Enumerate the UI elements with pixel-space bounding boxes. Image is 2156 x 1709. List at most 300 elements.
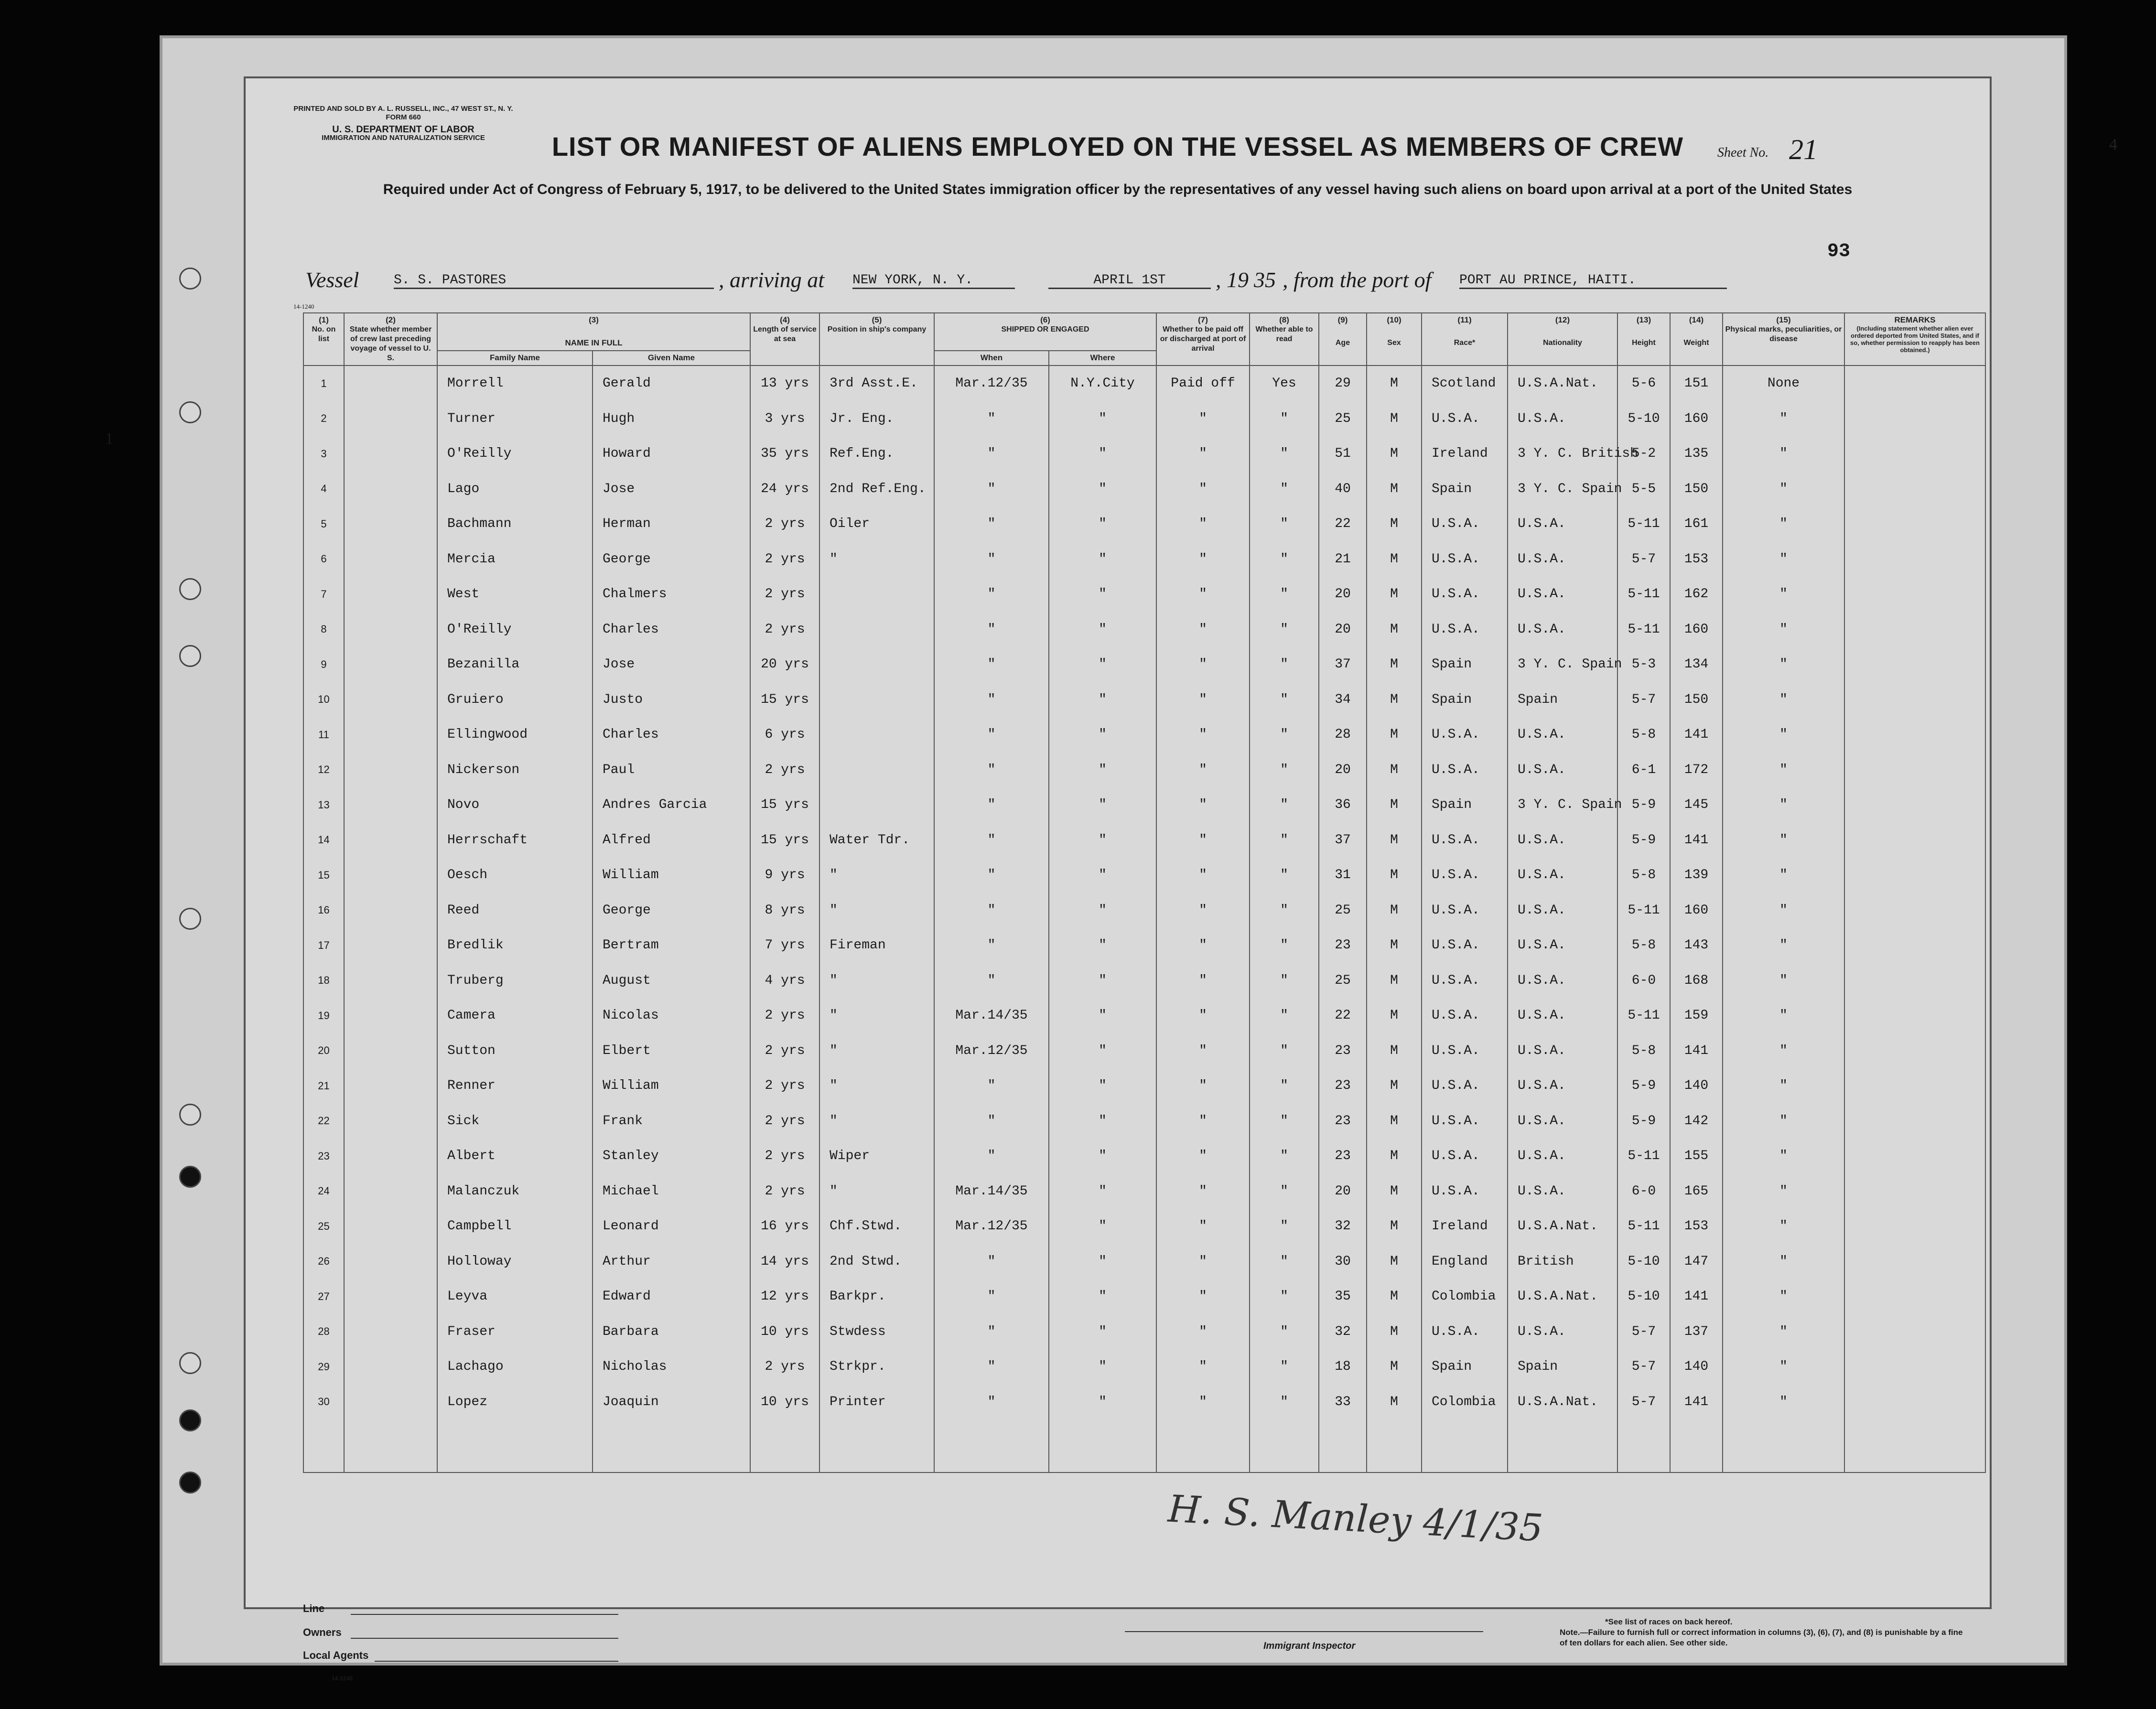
- cell-weight: 165: [1670, 1174, 1723, 1209]
- cell-family: Lachago: [437, 1349, 593, 1385]
- cell-when: ": [934, 401, 1049, 437]
- cell-marks: ": [1723, 1033, 1844, 1069]
- cell-position: [819, 717, 934, 752]
- crew-table: [303, 312, 1986, 1473]
- cell-when: ": [934, 647, 1049, 682]
- cell-nat: U.S.A.: [1508, 612, 1617, 647]
- cell-empty: [593, 1419, 750, 1473]
- cell-when: ": [934, 1279, 1049, 1314]
- cell-race: Spain: [1422, 647, 1508, 682]
- cell-marks: ": [1723, 1068, 1844, 1104]
- cell-given: Bertram: [593, 928, 750, 963]
- cell-age: 32: [1319, 1314, 1367, 1350]
- cell-read: ": [1250, 1174, 1319, 1209]
- cell-read: ": [1250, 542, 1319, 577]
- cell-sex: M: [1367, 1385, 1422, 1420]
- cell-nat: U.S.A.Nat.: [1508, 1279, 1617, 1314]
- cell-age: 36: [1319, 787, 1367, 823]
- cell-where: ": [1049, 1139, 1156, 1174]
- cell-empty: [1844, 1279, 1985, 1314]
- col-sublabel: (Including statement whether alien ever ordered deported from United States, and if so, whether permission to reapply has been obtained.): [1850, 325, 1980, 354]
- cell-race: U.S.A.: [1422, 963, 1508, 999]
- cell-no: 9: [303, 647, 344, 682]
- cell-given: Herman: [593, 506, 750, 542]
- cell-nat: U.S.A.: [1508, 823, 1617, 858]
- table-row: [303, 1314, 1985, 1350]
- cell-race: U.S.A.: [1422, 1104, 1508, 1139]
- cell-sex: M: [1367, 1314, 1422, 1350]
- page-title: LIST OR MANIFEST OF ALIENS EMPLOYED ON THE VESSEL AS MEMBERS OF CREW: [551, 131, 1684, 161]
- cell-no: 26: [303, 1244, 344, 1279]
- cell-paid: ": [1156, 928, 1250, 963]
- cell-empty: [344, 542, 437, 577]
- col-read: [1250, 313, 1319, 365]
- cell-empty: [303, 1419, 344, 1473]
- cell-height: 5-11: [1617, 893, 1670, 928]
- cell-no: 12: [303, 752, 344, 788]
- cell-sex: M: [1367, 365, 1422, 401]
- table-row: [303, 1279, 1985, 1314]
- col-weight: [1670, 313, 1723, 365]
- cell-no: 14: [303, 823, 344, 858]
- cell-no: 6: [303, 542, 344, 577]
- cell-position: ": [819, 963, 934, 999]
- cell-family: Ellingwood: [437, 717, 593, 752]
- cell-race: Spain: [1422, 1349, 1508, 1385]
- cell-given: Michael: [593, 1174, 750, 1209]
- table-row: [303, 1033, 1985, 1069]
- vessel-label: Vessel: [305, 268, 359, 292]
- cell-read: ": [1250, 717, 1319, 752]
- cell-age: 20: [1319, 1174, 1367, 1209]
- crew-rows: [303, 365, 1985, 1473]
- cell-age: 25: [1319, 963, 1367, 999]
- cell-nat: U.S.A.Nat.: [1508, 1209, 1617, 1244]
- col-num: (13): [1636, 315, 1651, 324]
- department-text: U. S. DEPARTMENT OF LABOR: [332, 124, 474, 135]
- cell-weight: 153: [1670, 1209, 1723, 1244]
- cell-empty: [1844, 1139, 1985, 1174]
- cell-empty: [1844, 1385, 1985, 1420]
- cell-position: ": [819, 1104, 934, 1139]
- cell-service: 13 yrs: [750, 365, 819, 401]
- cell-empty: [344, 365, 437, 401]
- cell-empty: [1844, 577, 1985, 612]
- cell-weight: 140: [1670, 1068, 1723, 1104]
- cell-paid: ": [1156, 436, 1250, 472]
- col-race: [1422, 313, 1508, 365]
- cell-position: 2nd Ref.Eng.: [819, 472, 934, 507]
- cell-service: 7 yrs: [750, 928, 819, 963]
- cell-no: 11: [303, 717, 344, 752]
- cell-position: ": [819, 542, 934, 577]
- cell-family: Morrell: [437, 365, 593, 401]
- punch-hole: [179, 645, 201, 667]
- cell-marks: ": [1723, 1385, 1844, 1420]
- cell-no: 28: [303, 1314, 344, 1350]
- cell-age: 34: [1319, 682, 1367, 718]
- cell-marks: ": [1723, 1349, 1844, 1385]
- cell-marks: ": [1723, 577, 1844, 612]
- cell-nat: U.S.A.: [1508, 1068, 1617, 1104]
- cell-weight: 161: [1670, 506, 1723, 542]
- cell-given: Barbara: [593, 1314, 750, 1350]
- cell-paid: ": [1156, 1244, 1250, 1279]
- cell-read: ": [1250, 401, 1319, 437]
- printer-imprint: [279, 105, 528, 122]
- punch-hole: [179, 908, 201, 930]
- cell-race: U.S.A.: [1422, 858, 1508, 893]
- cell-empty: [344, 647, 437, 682]
- cell-service: 8 yrs: [750, 893, 819, 928]
- cell-read: ": [1250, 1068, 1319, 1104]
- cell-where: ": [1049, 858, 1156, 893]
- cell-when: ": [934, 436, 1049, 472]
- cell-age: 37: [1319, 647, 1367, 682]
- cell-race: U.S.A.: [1422, 1314, 1508, 1350]
- cell-no: 29: [303, 1349, 344, 1385]
- cell-read: ": [1250, 1349, 1319, 1385]
- cell-age: 22: [1319, 998, 1367, 1033]
- col-label: Weight: [1683, 339, 1709, 347]
- cell-when: ": [934, 542, 1049, 577]
- cell-service: 2 yrs: [750, 998, 819, 1033]
- cell-sex: M: [1367, 717, 1422, 752]
- cell-paid: ": [1156, 787, 1250, 823]
- cell-given: Charles: [593, 612, 750, 647]
- table-row: [303, 542, 1985, 577]
- cell-race: U.S.A.: [1422, 612, 1508, 647]
- cell-where: ": [1049, 928, 1156, 963]
- cell-empty: [1156, 1419, 1250, 1473]
- cell-height: 6-0: [1617, 963, 1670, 999]
- cell-paid: ": [1156, 1068, 1250, 1104]
- cell-where: ": [1049, 647, 1156, 682]
- table-row: [303, 612, 1985, 647]
- cell-paid: ": [1156, 1033, 1250, 1069]
- cell-no: 24: [303, 1174, 344, 1209]
- cell-when: ": [934, 1314, 1049, 1350]
- cell-paid: ": [1156, 1209, 1250, 1244]
- cell-family: Sick: [437, 1104, 593, 1139]
- cell-age: 23: [1319, 928, 1367, 963]
- cell-position: [819, 647, 934, 682]
- cell-read: ": [1250, 823, 1319, 858]
- inspector-line: [1125, 1631, 1483, 1632]
- inspector-label: Immigrant Inspector: [1263, 1641, 1356, 1651]
- cell-marks: ": [1723, 1279, 1844, 1314]
- cell-age: 30: [1319, 1244, 1367, 1279]
- cell-paid: ": [1156, 1279, 1250, 1314]
- footer-form-code: 14-1240: [332, 1675, 353, 1682]
- col-state: [344, 313, 437, 365]
- cell-empty: [437, 1419, 593, 1473]
- cell-read: ": [1250, 436, 1319, 472]
- from-port: PORT AU PRINCE, HAITI.: [1459, 273, 1727, 289]
- cell-nat: U.S.A.: [1508, 928, 1617, 963]
- cell-family: Truberg: [437, 963, 593, 999]
- cell-height: 6-0: [1617, 1174, 1670, 1209]
- cell-read: ": [1250, 963, 1319, 999]
- cell-position: 2nd Stwd.: [819, 1244, 934, 1279]
- cell-weight: 141: [1670, 1033, 1723, 1069]
- cell-nat: U.S.A.: [1508, 1174, 1617, 1209]
- cell-empty: [344, 401, 437, 437]
- cell-race: U.S.A.: [1422, 823, 1508, 858]
- owners-field: [351, 1638, 618, 1639]
- cell-where: ": [1049, 682, 1156, 718]
- cell-sex: M: [1367, 963, 1422, 999]
- cell-weight: 172: [1670, 752, 1723, 788]
- cell-service: 4 yrs: [750, 963, 819, 999]
- cell-nat: U.S.A.: [1508, 401, 1617, 437]
- cell-service: 14 yrs: [750, 1244, 819, 1279]
- cell-age: 22: [1319, 506, 1367, 542]
- col-num: (1): [319, 315, 329, 324]
- cell-position: 3rd Asst.E.: [819, 365, 934, 401]
- cell-empty: [344, 928, 437, 963]
- cell-empty: [1844, 858, 1985, 893]
- table-row: [303, 401, 1985, 437]
- cell-empty: [344, 1209, 437, 1244]
- cell-paid: ": [1156, 542, 1250, 577]
- cell-no: 21: [303, 1068, 344, 1104]
- cell-weight: 147: [1670, 1244, 1723, 1279]
- cell-height: 5-2: [1617, 436, 1670, 472]
- cell-empty: [1844, 1104, 1985, 1139]
- cell-marks: ": [1723, 1104, 1844, 1139]
- punch-hole: [179, 1409, 201, 1431]
- cell-empty: [344, 1174, 437, 1209]
- cell-family: Leyva: [437, 1279, 593, 1314]
- cell-no: 16: [303, 893, 344, 928]
- cell-family: Turner: [437, 401, 593, 437]
- table-row: [303, 577, 1985, 612]
- cell-empty: [344, 682, 437, 718]
- cell-nat: 3 Y. C. Spain: [1508, 472, 1617, 507]
- cell-height: 5-8: [1617, 928, 1670, 963]
- cell-no: 7: [303, 577, 344, 612]
- line-label: Line: [303, 1602, 325, 1614]
- cell-where: ": [1049, 472, 1156, 507]
- cell-empty: [1844, 1349, 1985, 1385]
- cell-sex: M: [1367, 1349, 1422, 1385]
- cell-position: Fireman: [819, 928, 934, 963]
- cell-position: Jr. Eng.: [819, 401, 934, 437]
- cell-service: 2 yrs: [750, 506, 819, 542]
- cell-no: 25: [303, 1209, 344, 1244]
- cell-no: 4: [303, 472, 344, 507]
- cell-race: U.S.A.: [1422, 998, 1508, 1033]
- cell-marks: ": [1723, 787, 1844, 823]
- cell-height: 5-8: [1617, 1033, 1670, 1069]
- owners-label: Owners: [303, 1626, 342, 1638]
- cell-read: ": [1250, 1033, 1319, 1069]
- arriving-label: , arriving at: [719, 268, 825, 292]
- cell-paid: ": [1156, 1174, 1250, 1209]
- cell-empty: [344, 963, 437, 999]
- cell-service: 10 yrs: [750, 1385, 819, 1420]
- cell-weight: 160: [1670, 893, 1723, 928]
- cell-nat: U.S.A.: [1508, 717, 1617, 752]
- cell-service: 6 yrs: [750, 717, 819, 752]
- cell-nat: U.S.A.: [1508, 1104, 1617, 1139]
- cell-where: ": [1049, 577, 1156, 612]
- cell-read: ": [1250, 928, 1319, 963]
- cell-empty: [1844, 612, 1985, 647]
- cell-empty: [344, 823, 437, 858]
- cell-race: U.S.A.: [1422, 506, 1508, 542]
- cell-marks: None: [1723, 365, 1844, 401]
- cell-service: 9 yrs: [750, 858, 819, 893]
- cell-position: ": [819, 998, 934, 1033]
- year-suffix: 35: [1254, 268, 1276, 292]
- cell-empty: [1844, 682, 1985, 718]
- cell-weight: 141: [1670, 717, 1723, 752]
- cell-nat: U.S.A.: [1508, 1314, 1617, 1350]
- vessel-name: S. S. PASTORES: [394, 273, 714, 289]
- cell-empty: [344, 1349, 437, 1385]
- cell-nat: U.S.A.: [1508, 577, 1617, 612]
- cell-paid: ": [1156, 1385, 1250, 1420]
- cell-where: ": [1049, 1385, 1156, 1420]
- cell-read: ": [1250, 612, 1319, 647]
- col-num: (11): [1457, 315, 1472, 324]
- cell-empty: [1367, 1419, 1422, 1473]
- cell-height: 5-3: [1617, 647, 1670, 682]
- col-remarks: [1844, 313, 1985, 365]
- cell-age: 25: [1319, 401, 1367, 437]
- cell-given: Paul: [593, 752, 750, 788]
- table-row: [303, 928, 1985, 963]
- col-label: No. on list: [312, 325, 336, 343]
- cell-service: 2 yrs: [750, 1349, 819, 1385]
- cell-no: 3: [303, 436, 344, 472]
- form-number: FORM 660: [386, 113, 421, 121]
- cell-service: 2 yrs: [750, 542, 819, 577]
- cell-service: 2 yrs: [750, 752, 819, 788]
- cell-empty: [1844, 1209, 1985, 1244]
- cell-position: ": [819, 858, 934, 893]
- cell-weight: 134: [1670, 647, 1723, 682]
- cell-no: 8: [303, 612, 344, 647]
- cell-empty: [1844, 647, 1985, 682]
- cell-given: Leonard: [593, 1209, 750, 1244]
- cell-paid: ": [1156, 963, 1250, 999]
- cell-family: Fraser: [437, 1314, 593, 1350]
- cell-marks: ": [1723, 1139, 1844, 1174]
- cell-empty: [1844, 506, 1985, 542]
- cell-race: Colombia: [1422, 1279, 1508, 1314]
- cell-position: ": [819, 893, 934, 928]
- punch-hole: [179, 401, 201, 423]
- cell-empty: [344, 717, 437, 752]
- cell-service: 2 yrs: [750, 1174, 819, 1209]
- cell-race: Colombia: [1422, 1385, 1508, 1420]
- cell-family: Holloway: [437, 1244, 593, 1279]
- col-num: (12): [1555, 315, 1570, 324]
- col-label: SHIPPED OR ENGAGED: [1001, 325, 1089, 333]
- cell-marks: ": [1723, 928, 1844, 963]
- page-number: 93: [1827, 241, 1851, 262]
- cell-given: Edward: [593, 1279, 750, 1314]
- cell-where: ": [1049, 823, 1156, 858]
- cell-age: 23: [1319, 1139, 1367, 1174]
- cell-marks: ": [1723, 612, 1844, 647]
- cell-empty: [1617, 1419, 1670, 1473]
- cell-no: 15: [303, 858, 344, 893]
- cell-paid: ": [1156, 752, 1250, 788]
- table-row: [303, 998, 1985, 1033]
- cell-height: 6-1: [1617, 752, 1670, 788]
- cell-empty: [1049, 1419, 1156, 1473]
- cell-height: 5-7: [1617, 682, 1670, 718]
- cell-marks: ": [1723, 436, 1844, 472]
- col-label: Physical marks, peculiarities, or disease: [1725, 325, 1842, 343]
- cell-empty: [1844, 1174, 1985, 1209]
- table-row: [303, 1349, 1985, 1385]
- cell-position: Water Tdr.: [819, 823, 934, 858]
- table-row: [303, 823, 1985, 858]
- cell-given: William: [593, 858, 750, 893]
- cell-where: ": [1049, 401, 1156, 437]
- cell-age: 28: [1319, 717, 1367, 752]
- punch-hole: [179, 1472, 201, 1494]
- cell-where: ": [1049, 787, 1156, 823]
- cell-sex: M: [1367, 577, 1422, 612]
- cell-marks: ": [1723, 893, 1844, 928]
- cell-service: 15 yrs: [750, 787, 819, 823]
- cell-given: George: [593, 542, 750, 577]
- cell-empty: [344, 752, 437, 788]
- cell-empty: [344, 1104, 437, 1139]
- cell-race: U.S.A.: [1422, 1139, 1508, 1174]
- cell-empty: [1844, 1244, 1985, 1279]
- cell-read: ": [1250, 1314, 1319, 1350]
- cell-when: ": [934, 472, 1049, 507]
- cell-sex: M: [1367, 752, 1422, 788]
- cell-nat: Spain: [1508, 682, 1617, 718]
- col-num: (4): [780, 315, 790, 324]
- cell-when: ": [934, 787, 1049, 823]
- cell-empty: [1844, 963, 1985, 999]
- cell-height: 5-10: [1617, 1279, 1670, 1314]
- cell-empty: [344, 998, 437, 1033]
- cell-nat: U.S.A.: [1508, 1139, 1617, 1174]
- cell-no: 17: [303, 928, 344, 963]
- col-num: (7): [1198, 315, 1208, 324]
- line-field: [351, 1614, 618, 1615]
- cell-height: 5-9: [1617, 1104, 1670, 1139]
- cell-age: 21: [1319, 542, 1367, 577]
- col-label: Length of service at sea: [753, 325, 817, 343]
- cell-marks: ": [1723, 963, 1844, 999]
- cell-empty: [1844, 401, 1985, 437]
- cell-service: 2 yrs: [750, 1068, 819, 1104]
- cell-nat: U.S.A.: [1508, 893, 1617, 928]
- col-num: (10): [1387, 315, 1401, 324]
- cell-sex: M: [1367, 542, 1422, 577]
- cell-where: ": [1049, 1104, 1156, 1139]
- cell-empty: [1508, 1419, 1617, 1473]
- cell-sex: M: [1367, 1068, 1422, 1104]
- cell-family: Bezanilla: [437, 647, 593, 682]
- cell-race: Ireland: [1422, 436, 1508, 472]
- col-label: Age: [1335, 339, 1350, 347]
- cell-position: Wiper: [819, 1139, 934, 1174]
- cell-weight: 140: [1670, 1349, 1723, 1385]
- cell-age: 31: [1319, 858, 1367, 893]
